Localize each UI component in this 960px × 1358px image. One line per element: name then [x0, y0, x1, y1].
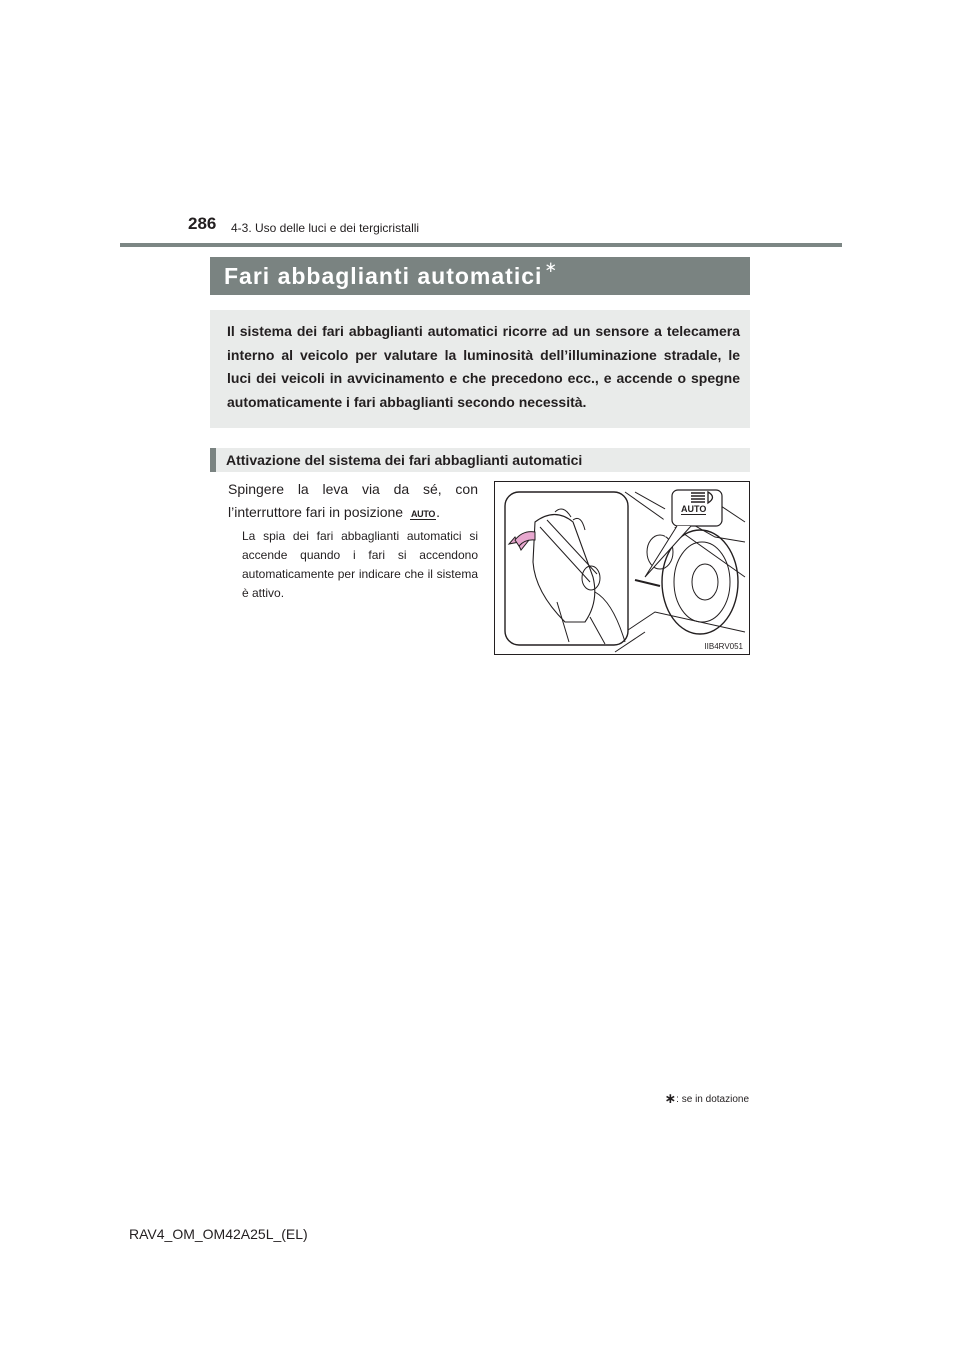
- intro-paragraph: Il sistema dei fari abbaglianti automatici ricorre ad un sensore a telecamera interno al veicolo per valutare la luminosità dell’illuminazione stradale, le luci dei veicoli in avvicinamento e che precedono ecc., e accende o spegne automaticamente i fari abbaglianti secondo necessità.: [210, 310, 750, 428]
- note-text: La spia dei fari abbaglianti automatici si accende quando i fari si accendono automaticamente per indicare che il sistema è attivo.: [242, 529, 478, 600]
- title-text: Fari abbaglianti automatici: [224, 262, 543, 289]
- footnote-text: : se in dotazione: [676, 1094, 749, 1105]
- step-instruction: [228, 478, 478, 524]
- lever-illustration: [495, 482, 750, 655]
- title-asterisk: ∗: [544, 259, 558, 276]
- illustration-figure: [494, 481, 750, 655]
- auto-switch-label: AUTO: [681, 504, 707, 514]
- footnote-asterisk: ∗: [664, 1090, 677, 1106]
- step-end: .: [436, 504, 441, 520]
- document-code: RAV4_OM_OM42A25L_(EL): [129, 1226, 308, 1242]
- footnote: [664, 1089, 749, 1106]
- section-path: 4-3. Uso delle luci e dei tergicristalli: [231, 221, 420, 235]
- auto-symbol: AUTO: [410, 509, 436, 519]
- header-rule: [120, 243, 842, 247]
- subheading: Attivazione del sistema dei fari abbaglianti automatici: [210, 448, 750, 472]
- figure-code: IIB4RV051: [704, 642, 743, 651]
- step-text: Spingere la leva via da sé, con l’interruttore fari in posizione: [228, 481, 478, 520]
- page-title: [210, 257, 750, 295]
- page-number: 286: [188, 214, 217, 233]
